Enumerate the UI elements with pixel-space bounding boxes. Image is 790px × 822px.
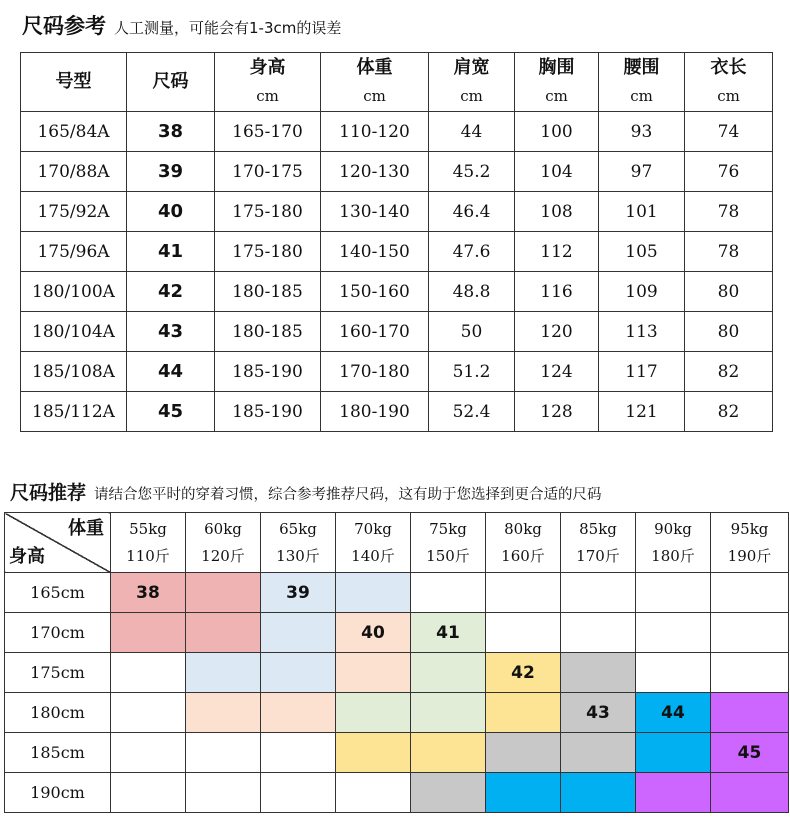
recommend-cell <box>411 773 486 813</box>
size-col-unit: cm <box>363 87 386 105</box>
weight-col-header <box>186 513 261 573</box>
measure-cell: 108 <box>515 192 599 232</box>
recommend-cell <box>486 693 561 733</box>
measure-cell: 175/92A <box>21 192 127 232</box>
weight-col-header <box>336 513 411 573</box>
measure-cell: 180-185 <box>215 312 321 352</box>
measure-cell: 46.4 <box>429 192 515 232</box>
measure-cell: 185-190 <box>215 352 321 392</box>
size-table-row <box>21 152 773 192</box>
size-col-unit: cm <box>630 87 653 105</box>
weight-jin-label: 170斤 <box>576 546 620 565</box>
weight-col-header <box>636 513 711 573</box>
recommend-row <box>5 613 789 653</box>
weight-jin-label: 120斤 <box>201 546 245 565</box>
measure-cell: 117 <box>599 352 685 392</box>
recommend-cell <box>411 653 486 693</box>
measure-cell: 165-170 <box>215 112 321 152</box>
measure-cell: 112 <box>515 232 599 272</box>
recommend-cell <box>411 573 486 613</box>
recommend-cell <box>561 653 636 693</box>
measure-cell: 170/88A <box>21 152 127 192</box>
recommend-cell <box>636 773 711 813</box>
size-table-header-row <box>21 53 773 112</box>
size-cell: 39 <box>127 152 215 192</box>
size-cell: 43 <box>127 312 215 352</box>
size-cell: 42 <box>127 272 215 312</box>
size-col-header <box>127 53 215 112</box>
measure-cell: 120-130 <box>321 152 429 192</box>
size-reference-heading <box>22 10 341 50</box>
recommend-cell <box>111 773 186 813</box>
recommend-cell <box>486 613 561 653</box>
recommend-cell: 40 <box>336 613 411 653</box>
size-recommend-title: 尺码推荐 <box>10 482 87 504</box>
recommend-cell <box>336 653 411 693</box>
measure-cell: 185/112A <box>21 392 127 432</box>
recommend-cell <box>711 613 789 653</box>
size-col-label: 尺码 <box>152 71 189 92</box>
recommend-table-body <box>5 573 789 813</box>
size-col-label: 号型 <box>55 71 92 92</box>
recommend-cell <box>561 733 636 773</box>
size-recommend-table <box>4 512 789 813</box>
recommend-cell <box>336 573 411 613</box>
size-table-body <box>21 112 773 432</box>
size-col-unit: cm <box>717 87 740 105</box>
weight-jin-label: 180斤 <box>651 546 695 565</box>
size-col-label: 肩宽 <box>453 57 490 78</box>
recommend-header-row <box>5 513 789 573</box>
recommend-cell <box>186 733 261 773</box>
weight-jin-label: 140斤 <box>351 546 395 565</box>
measure-cell: 80 <box>685 312 773 352</box>
recommend-cell <box>711 653 789 693</box>
recommend-cell: 44 <box>636 693 711 733</box>
measure-cell: 48.8 <box>429 272 515 312</box>
size-cell: 38 <box>127 112 215 152</box>
size-cell: 45 <box>127 392 215 432</box>
recommend-cell <box>186 773 261 813</box>
recommend-cell <box>111 693 186 733</box>
measure-cell: 105 <box>599 232 685 272</box>
weight-col-header <box>411 513 486 573</box>
recommend-cell <box>486 573 561 613</box>
measure-cell: 120 <box>515 312 599 352</box>
recommend-cell <box>561 773 636 813</box>
measure-cell: 82 <box>685 392 773 432</box>
height-row-label: 180cm <box>5 693 111 733</box>
size-col-header <box>685 53 773 112</box>
recommend-cell <box>261 693 336 733</box>
recommend-cell <box>411 733 486 773</box>
size-col-unit: cm <box>545 87 568 105</box>
size-table-row <box>21 192 773 232</box>
recommend-cell: 45 <box>711 733 789 773</box>
measure-cell: 52.4 <box>429 392 515 432</box>
size-table-row <box>21 312 773 352</box>
recommend-cell <box>711 693 789 733</box>
weight-jin-label: 160斤 <box>501 546 545 565</box>
weight-kg-label: 80kg <box>504 519 542 538</box>
corner-weight-label: 体重 <box>68 518 104 539</box>
size-cell: 40 <box>127 192 215 232</box>
recommend-cell <box>486 773 561 813</box>
recommend-cell <box>336 733 411 773</box>
weight-kg-label: 55kg <box>129 519 167 538</box>
recommend-cell <box>186 613 261 653</box>
recommend-cell <box>186 693 261 733</box>
recommend-cell <box>636 613 711 653</box>
size-reference-table <box>20 52 773 432</box>
size-table-row <box>21 392 773 432</box>
recommend-cell <box>111 613 186 653</box>
weight-kg-label: 70kg <box>354 519 392 538</box>
recommend-cell: 38 <box>111 573 186 613</box>
measure-cell: 150-160 <box>321 272 429 312</box>
measure-cell: 113 <box>599 312 685 352</box>
size-col-header <box>599 53 685 112</box>
weight-jin-label: 190斤 <box>727 546 772 565</box>
measure-cell: 165/84A <box>21 112 127 152</box>
measure-cell: 100 <box>515 112 599 152</box>
measure-cell: 124 <box>515 352 599 392</box>
recommend-cell <box>261 613 336 653</box>
size-col-header <box>21 53 127 112</box>
measure-cell: 175-180 <box>215 192 321 232</box>
size-reference-note: 人工测量，可能会有1-3cm的误差 <box>114 19 342 37</box>
weight-kg-label: 95kg <box>730 519 769 538</box>
recommend-cell <box>111 733 186 773</box>
recommend-row <box>5 773 789 813</box>
measure-cell: 51.2 <box>429 352 515 392</box>
measure-cell: 50 <box>429 312 515 352</box>
recommend-cell <box>186 653 261 693</box>
measure-cell: 175/96A <box>21 232 127 272</box>
recommend-cell <box>486 733 561 773</box>
measure-cell: 104 <box>515 152 599 192</box>
measure-cell: 80 <box>685 272 773 312</box>
recommend-row <box>5 733 789 773</box>
recommend-row <box>5 573 789 613</box>
recommend-cell <box>636 653 711 693</box>
size-col-label: 胸围 <box>538 57 575 78</box>
measure-cell: 170-175 <box>215 152 321 192</box>
size-col-header <box>515 53 599 112</box>
measure-cell: 47.6 <box>429 232 515 272</box>
weight-jin-label: 150斤 <box>426 546 470 565</box>
measure-cell: 160-170 <box>321 312 429 352</box>
recommend-row <box>5 693 789 733</box>
measure-cell: 116 <box>515 272 599 312</box>
weight-kg-label: 85kg <box>579 519 617 538</box>
corner-cell <box>5 513 111 573</box>
recommend-row <box>5 653 789 693</box>
measure-cell: 110-120 <box>321 112 429 152</box>
recommend-cell <box>561 573 636 613</box>
measure-cell: 180-190 <box>321 392 429 432</box>
weight-col-header <box>111 513 186 573</box>
size-col-unit: cm <box>256 87 279 105</box>
measure-cell: 78 <box>685 192 773 232</box>
measure-cell: 180/104A <box>21 312 127 352</box>
measure-cell: 44 <box>429 112 515 152</box>
size-reference-title: 尺码参考 <box>22 14 106 38</box>
weight-col-header <box>711 513 789 573</box>
measure-cell: 128 <box>515 392 599 432</box>
size-col-label: 身高 <box>249 57 286 78</box>
recommend-cell <box>711 773 789 813</box>
weight-col-header <box>561 513 636 573</box>
recommend-cell <box>411 693 486 733</box>
recommend-cell <box>261 773 336 813</box>
size-col-label: 腰围 <box>623 57 660 78</box>
recommend-cell <box>561 613 636 653</box>
weight-kg-label: 75kg <box>429 519 467 538</box>
height-row-label: 190cm <box>5 773 111 813</box>
size-col-header <box>215 53 321 112</box>
measure-cell: 78 <box>685 232 773 272</box>
measure-cell: 74 <box>685 112 773 152</box>
size-table-row <box>21 112 773 152</box>
recommend-cell: 41 <box>411 613 486 653</box>
measure-cell: 93 <box>599 112 685 152</box>
weight-jin-label: 110斤 <box>126 546 170 565</box>
height-row-label: 170cm <box>5 613 111 653</box>
size-cell: 41 <box>127 232 215 272</box>
recommend-cell <box>111 653 186 693</box>
size-table-row <box>21 272 773 312</box>
measure-cell: 175-180 <box>215 232 321 272</box>
measure-cell: 76 <box>685 152 773 192</box>
measure-cell: 185/108A <box>21 352 127 392</box>
weight-jin-label: 130斤 <box>276 546 320 565</box>
height-row-label: 185cm <box>5 733 111 773</box>
measure-cell: 121 <box>599 392 685 432</box>
recommend-cell: 39 <box>261 573 336 613</box>
measure-cell: 97 <box>599 152 685 192</box>
measure-cell: 101 <box>599 192 685 232</box>
weight-kg-label: 90kg <box>654 519 692 538</box>
size-table-row <box>21 352 773 392</box>
weight-kg-label: 65kg <box>279 519 317 538</box>
corner-height-label: 身高 <box>9 546 45 567</box>
recommend-cell <box>636 573 711 613</box>
measure-cell: 180-185 <box>215 272 321 312</box>
weight-col-header <box>261 513 336 573</box>
height-row-label: 165cm <box>5 573 111 613</box>
size-recommend-note: 请结合您平时的穿着习惯，综合参考推荐尺码，这有助于您选择到更合适的尺码 <box>94 487 602 503</box>
size-col-label: 衣长 <box>710 57 747 78</box>
measure-cell: 140-150 <box>321 232 429 272</box>
measure-cell: 82 <box>685 352 773 392</box>
size-col-header <box>321 53 429 112</box>
recommend-cell <box>186 573 261 613</box>
weight-kg-label: 60kg <box>204 519 242 538</box>
recommend-cell <box>261 653 336 693</box>
size-cell: 44 <box>127 352 215 392</box>
recommend-cell <box>336 773 411 813</box>
recommend-cell: 43 <box>561 693 636 733</box>
recommend-cell <box>261 733 336 773</box>
height-row-label: 175cm <box>5 653 111 693</box>
measure-cell: 130-140 <box>321 192 429 232</box>
size-col-header <box>429 53 515 112</box>
size-table-row <box>21 232 773 272</box>
recommend-cell: 42 <box>486 653 561 693</box>
weight-col-header <box>486 513 561 573</box>
measure-cell: 170-180 <box>321 352 429 392</box>
recommend-cell <box>336 693 411 733</box>
size-col-unit: cm <box>460 87 483 105</box>
measure-cell: 180/100A <box>21 272 127 312</box>
measure-cell: 109 <box>599 272 685 312</box>
measure-cell: 45.2 <box>429 152 515 192</box>
recommend-cell <box>711 573 789 613</box>
recommend-cell <box>636 733 711 773</box>
measure-cell: 185-190 <box>215 392 321 432</box>
size-recommend-heading <box>10 478 602 505</box>
size-col-label: 体重 <box>356 57 393 78</box>
